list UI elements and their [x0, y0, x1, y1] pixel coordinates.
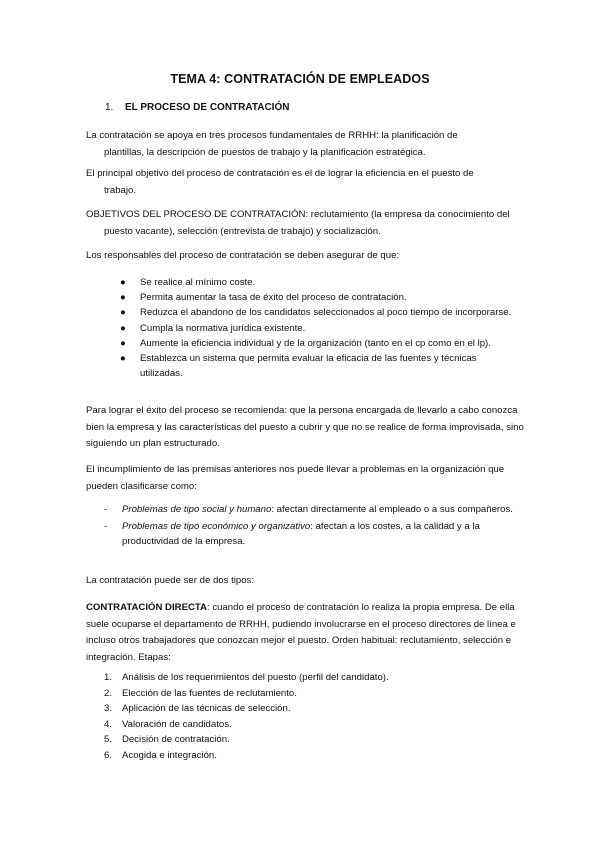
paragraph-8 [86, 600, 526, 666]
list-item-text: Se realice al mínimo coste. [140, 277, 256, 288]
list-item-text: Reduzca el abandono de los candidatos seleccionados al poco tiempo de incorporarse. [140, 307, 512, 319]
direct-hiring-term: CONTRATACIÓN DIRECTA [86, 602, 207, 613]
step-number: 3. [104, 703, 113, 714]
step-number: 5. [104, 734, 113, 745]
list-item [104, 519, 514, 549]
list-item-emphasis: Problemas de tipo económico y organizativo [122, 521, 311, 533]
list-item [104, 717, 504, 733]
list-item-text: Establezca un sistema que permita evaluar la eficacia de las fuentes y técnicas utilizadas. [140, 353, 477, 380]
step-number: 1. [104, 672, 113, 683]
list-item [120, 290, 515, 305]
list-item [104, 748, 504, 764]
requirements-list [120, 275, 515, 381]
step-text: Elección de las fuentes de reclutamiento. [122, 687, 297, 699]
paragraph-1 [86, 128, 526, 161]
step-text: Análisis de los requerimientos del puesto (perfil del candidato). [122, 672, 389, 683]
paragraph-6: El incumplimiento de las premisas anteriores nos puede llevar a problemas en la organización que pueden clasificarse como: [86, 464, 505, 492]
bullet-icon: ● [120, 353, 126, 365]
step-text: Valoración de candidatos. [122, 718, 232, 730]
step-number: 4. [104, 718, 113, 730]
section-heading [105, 102, 289, 113]
list-item [120, 305, 515, 320]
list-item-text: Permita aumentar la tasa de éxito del proceso de contratación. [140, 292, 407, 304]
paragraph-3 [86, 207, 526, 240]
paragraph-1-line-1: La contratación se apoya en tres procesos fundamentales de RRHH: la planificación de [86, 130, 458, 141]
list-item-text: Aumente la eficiencia individual y de la organización (tanto en el cp como en el lp). [140, 337, 491, 349]
step-text: Aplicación de las técnicas de selección. [122, 703, 291, 714]
step-number: 6. [104, 749, 113, 761]
bullet-icon: ● [120, 292, 126, 304]
list-item-emphasis: Problemas de tipo social y humano [122, 504, 272, 515]
list-item [104, 502, 514, 517]
paragraph-4: Los responsables del proceso de contratación se deben asegurar de que: [86, 250, 400, 261]
paragraph-1-line-2: plantillas, la descripción de puestos de trabajo y la planificación estratégica. [104, 146, 426, 158]
list-item-text: : afectan a los costes, a la calidad y a la productividad de la empresa. [122, 521, 480, 548]
list-item [120, 275, 515, 290]
bullet-icon: ● [120, 277, 126, 288]
bullet-icon: ● [120, 322, 126, 334]
paragraph-2 [86, 166, 526, 199]
paragraph-2-line-2: trabajo. [104, 184, 136, 196]
paragraph-7: La contratación puede ser de dos tipos: [86, 575, 255, 586]
paragraph-3-line-1: OBJETIVOS DEL PROCESO DE CONTRATACIÓN: reclutamiento (la empresa da conocimiento del [86, 209, 510, 220]
list-item [120, 351, 515, 381]
step-text: Acogida e integración. [122, 749, 217, 761]
list-item [104, 670, 504, 686]
dash-icon: - [104, 521, 108, 533]
problems-list [104, 502, 514, 552]
list-item [120, 321, 515, 336]
steps-list [104, 670, 504, 763]
paragraph-3-line-2: puesto vacante), selección (entrevista de trabajo) y socialización. [104, 225, 381, 237]
dash-icon: - [104, 504, 108, 515]
paragraph-5: Para lograr el éxito del proceso se recomienda: que la persona encargada de llevarlo a cabo conozca bien la empresa y las características del puesto a cubrir y que no se realice de forma improvisada, sino siguiendo un plan estructurado. [86, 405, 524, 449]
list-item [120, 336, 515, 351]
step-text: Decisión de contratación. [122, 734, 230, 745]
list-item [104, 701, 504, 717]
section-title: EL PROCESO DE CONTRATACIÓN [125, 102, 290, 113]
page-title: TEMA 4: CONTRATACIÓN DE EMPLEADOS [170, 72, 430, 86]
paragraph-2-line-1: El principal objetivo del proceso de contratación es el de lograr la eficiencia en el puesto de [86, 168, 474, 179]
list-item-text: : afectan directamente al empleado o a sus compañeros. [271, 504, 513, 515]
step-number: 2. [104, 687, 113, 699]
bullet-icon: ● [120, 337, 126, 349]
list-item [104, 686, 504, 702]
paragraph-8-text: : cuando el proceso de contratación lo realiza la propia empresa. De ella suele ocuparse el departamento de RRHH, pudiendo involucrarse en el proceso directores de línea e incluso otros trabajadores que conozcan mejor el puesto. Orden habitual: reclutamiento, selección e integración. Etapas: [86, 602, 516, 663]
section-number: 1. [105, 102, 114, 113]
list-item [104, 732, 504, 748]
bullet-icon: ● [120, 307, 126, 319]
list-item-text: Cumpla la normativa jurídica existente. [140, 322, 306, 334]
